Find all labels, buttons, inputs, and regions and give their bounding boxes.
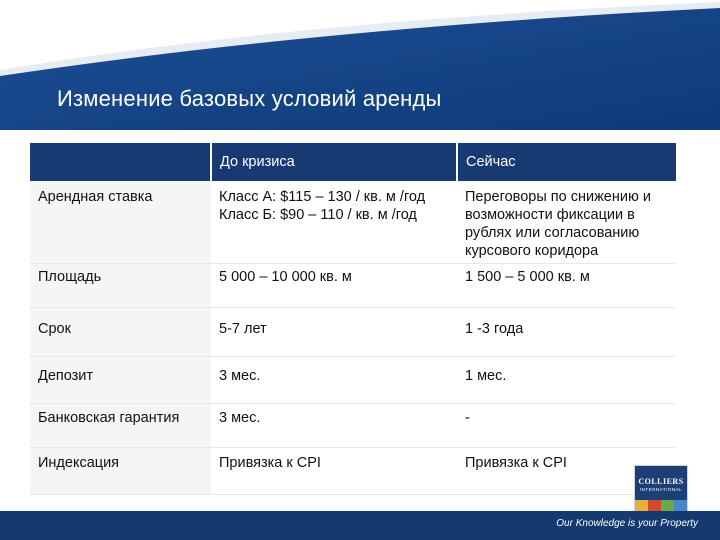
logo-subtext: INTERNATIONAL: [639, 487, 683, 492]
row-label: Арендная ставка: [30, 181, 211, 264]
cell-line: Класс Б: $90 – 110 / кв. м /год: [219, 207, 417, 223]
cell-before: 3 мес.: [211, 404, 457, 448]
table-row: [30, 357, 676, 404]
cell-now: [457, 181, 676, 264]
lease-terms-table: [30, 143, 676, 495]
cell-before: Привязка к CPI: [211, 448, 457, 495]
cell-line: Класс А: $115 – 130 / кв. м /год: [219, 189, 426, 205]
cell-line: Переговоры по снижению и: [465, 189, 651, 205]
slide-header: [0, 0, 720, 130]
cell-line: курсового коридора: [465, 243, 599, 259]
slide-title: Изменение базовых условий аренды: [57, 86, 442, 111]
row-label: Площадь: [30, 264, 211, 308]
colliers-logo: [634, 465, 688, 513]
cell-now: 1 мес.: [457, 357, 676, 404]
cell-before: 5 000 – 10 000 кв. м: [211, 264, 457, 308]
cell-line: возможности фиксации в: [465, 207, 635, 223]
row-label: Индексация: [30, 448, 211, 495]
cell-before: 5-7 лет: [211, 308, 457, 357]
cell-line: рублях или согласованию: [465, 225, 640, 241]
cell-now: 1 -3 года: [457, 308, 676, 357]
cell-before: [211, 181, 457, 264]
header-empty: [30, 143, 211, 181]
cell-before: 3 мес.: [211, 357, 457, 404]
table-row: [30, 404, 676, 448]
footer-tagline: Our Knowledge is your Property: [556, 518, 698, 529]
logo-text: COLLIERS: [638, 477, 684, 486]
cell-now: Привязка к CPI: [457, 448, 676, 495]
table-row: [30, 264, 676, 308]
table-row: [30, 181, 676, 264]
header-before-crisis: До кризиса: [211, 143, 457, 181]
row-label: Срок: [30, 308, 211, 357]
cell-now: -: [457, 404, 676, 448]
table-row: [30, 448, 676, 495]
table-row: [30, 308, 676, 357]
cell-now: 1 500 – 5 000 кв. м: [457, 264, 676, 308]
table-header-row: [30, 143, 676, 181]
row-label: Депозит: [30, 357, 211, 404]
header-now: Сейчас: [457, 143, 676, 181]
row-label: Банковская гарантия: [30, 404, 211, 448]
